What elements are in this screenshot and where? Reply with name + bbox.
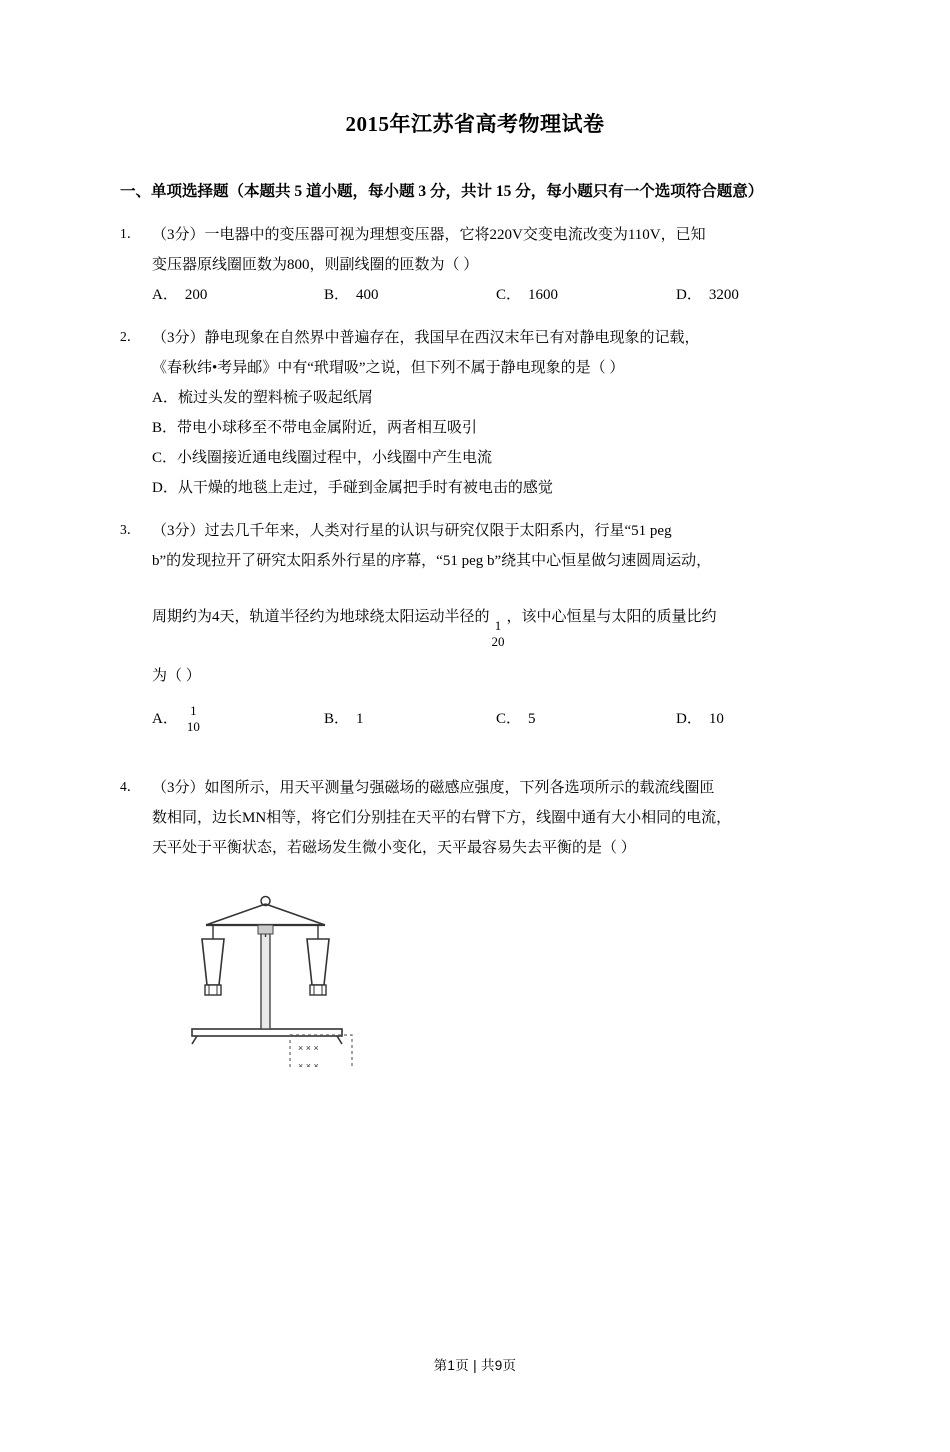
option-value: 1600 [528, 287, 559, 303]
option-label: A． [152, 287, 178, 303]
option-label: D． [676, 710, 702, 727]
page-title: 2015年江苏省高考物理试卷 [345, 112, 605, 136]
fraction-numerator: 1 [190, 703, 197, 719]
option-label: C． [496, 710, 522, 727]
option-label: B． [324, 710, 350, 727]
option-d[interactable] [676, 703, 826, 734]
fraction-one-twentieth [492, 618, 505, 649]
fraction-denominator: 20 [491, 633, 505, 649]
balance-scale-diagram [172, 877, 392, 1067]
balance-scale-with-magnetic-field-figure [172, 877, 830, 1072]
question-number: 1． [120, 226, 141, 241]
document-page [0, 108, 950, 1452]
question-line: （3分）如图所示，用天平测量匀强磁场的磁感应强度，下列各选项所示的载流线圈匝 [152, 780, 715, 797]
option-a[interactable] [152, 703, 324, 734]
question-line: （3分）静电现象在自然界中普遍存在，我国早在西汉末年已有对静电现象的记载， [152, 330, 700, 346]
option-b[interactable]: B．带电小球移至不带电金属附近，两者相互吸引 [152, 420, 478, 436]
question-line: 《春秋纬•考异邮》中有“玳瑁吸”之说，但下列不属于静电现象的是（ ） [152, 360, 625, 376]
section-heading: 一、单项选择题（本题共 5 道小题，每小题 3 分，共计 15 分，每小题只有一个选项符合题意） [120, 183, 764, 200]
option-value: 3200 [708, 287, 739, 303]
option-d[interactable] [676, 280, 826, 310]
option-b[interactable] [324, 703, 496, 734]
option-value: 400 [356, 287, 379, 303]
option-value: 5 [528, 710, 536, 727]
question-1-options [152, 280, 830, 310]
question-text [152, 220, 830, 280]
option-label: B． [324, 287, 350, 303]
section-gap [120, 734, 830, 760]
option-a[interactable]: A．梳过头发的塑料梳子吸起纸屑 [152, 390, 373, 406]
option-label: D． [676, 287, 702, 303]
option-label: C． [496, 287, 522, 303]
line-gap [152, 576, 830, 602]
option-a[interactable] [152, 280, 324, 310]
page-number-label: 第1页 | 共9页 [433, 1358, 517, 1373]
question-number: 2． [120, 329, 141, 344]
option-b[interactable] [324, 280, 496, 310]
option-c[interactable] [496, 703, 676, 734]
fraction-line-after: ，该中心恒星与太阳的质量比约 [506, 609, 717, 625]
question-1 [120, 220, 830, 280]
page-footer [0, 1354, 950, 1374]
option-label: A． [152, 710, 178, 727]
question-3 [120, 516, 830, 703]
question-line: （3分）过去几千年来，人类对行星的认识与研究仅限于太阳系内，行星“51 peg [152, 523, 672, 539]
fraction-one-tenth [187, 703, 200, 734]
option-value: 200 [184, 287, 208, 303]
option-d[interactable]: D．从干燥的地毯上走过，手碰到金属把手时有被电击的感觉 [152, 480, 553, 496]
line-gap [152, 691, 830, 703]
fraction-line-before: 周期约为4天，轨道半径约为地球绕太阳运动半径的 [152, 609, 490, 625]
question-3-options [152, 703, 830, 734]
question-2 [120, 323, 830, 503]
option-value: 1 [356, 710, 364, 727]
option-value: 10 [708, 710, 724, 727]
question-line: 天平处于平衡状态，若磁场发生微小变化，天平最容易失去平衡的是（ ） [152, 840, 636, 857]
question-line: （3分）一电器中的变压器可视为理想变压器，它将220V交变电流改变为110V，已知 [152, 227, 706, 243]
question-line: b”的发现拉开了研究太阳系外行星的序幕，“51 peg b”绕其中心恒星做匀速圆周运动， [152, 553, 712, 569]
fraction-numerator: 1 [494, 618, 502, 633]
question-line-with-fraction [152, 602, 830, 649]
question-line: 变压器原线圈匝数为800，则副线圈的匝数为（ ） [152, 257, 479, 273]
question-text [152, 773, 830, 863]
question-4 [120, 773, 830, 863]
question-tail: 为（ ） [152, 668, 201, 685]
question-text [152, 323, 830, 503]
question-text [152, 516, 830, 703]
question-number: 4． [120, 779, 141, 795]
fraction-denominator: 10 [186, 718, 200, 734]
field-mark-row-1: × × × [298, 1043, 319, 1054]
line-gap [152, 649, 830, 661]
question-line: 数相同，边长MN相等，将它们分别挂在天平的右臂下方，线圈中通有大小相同的电流， [152, 810, 732, 827]
option-c[interactable] [496, 280, 676, 310]
option-c[interactable]: C．小线圈接近通电线圈过程中，小线圈中产生电流 [152, 450, 493, 466]
field-mark-row-2: × × × [298, 1061, 319, 1068]
question-number: 3． [120, 522, 141, 537]
